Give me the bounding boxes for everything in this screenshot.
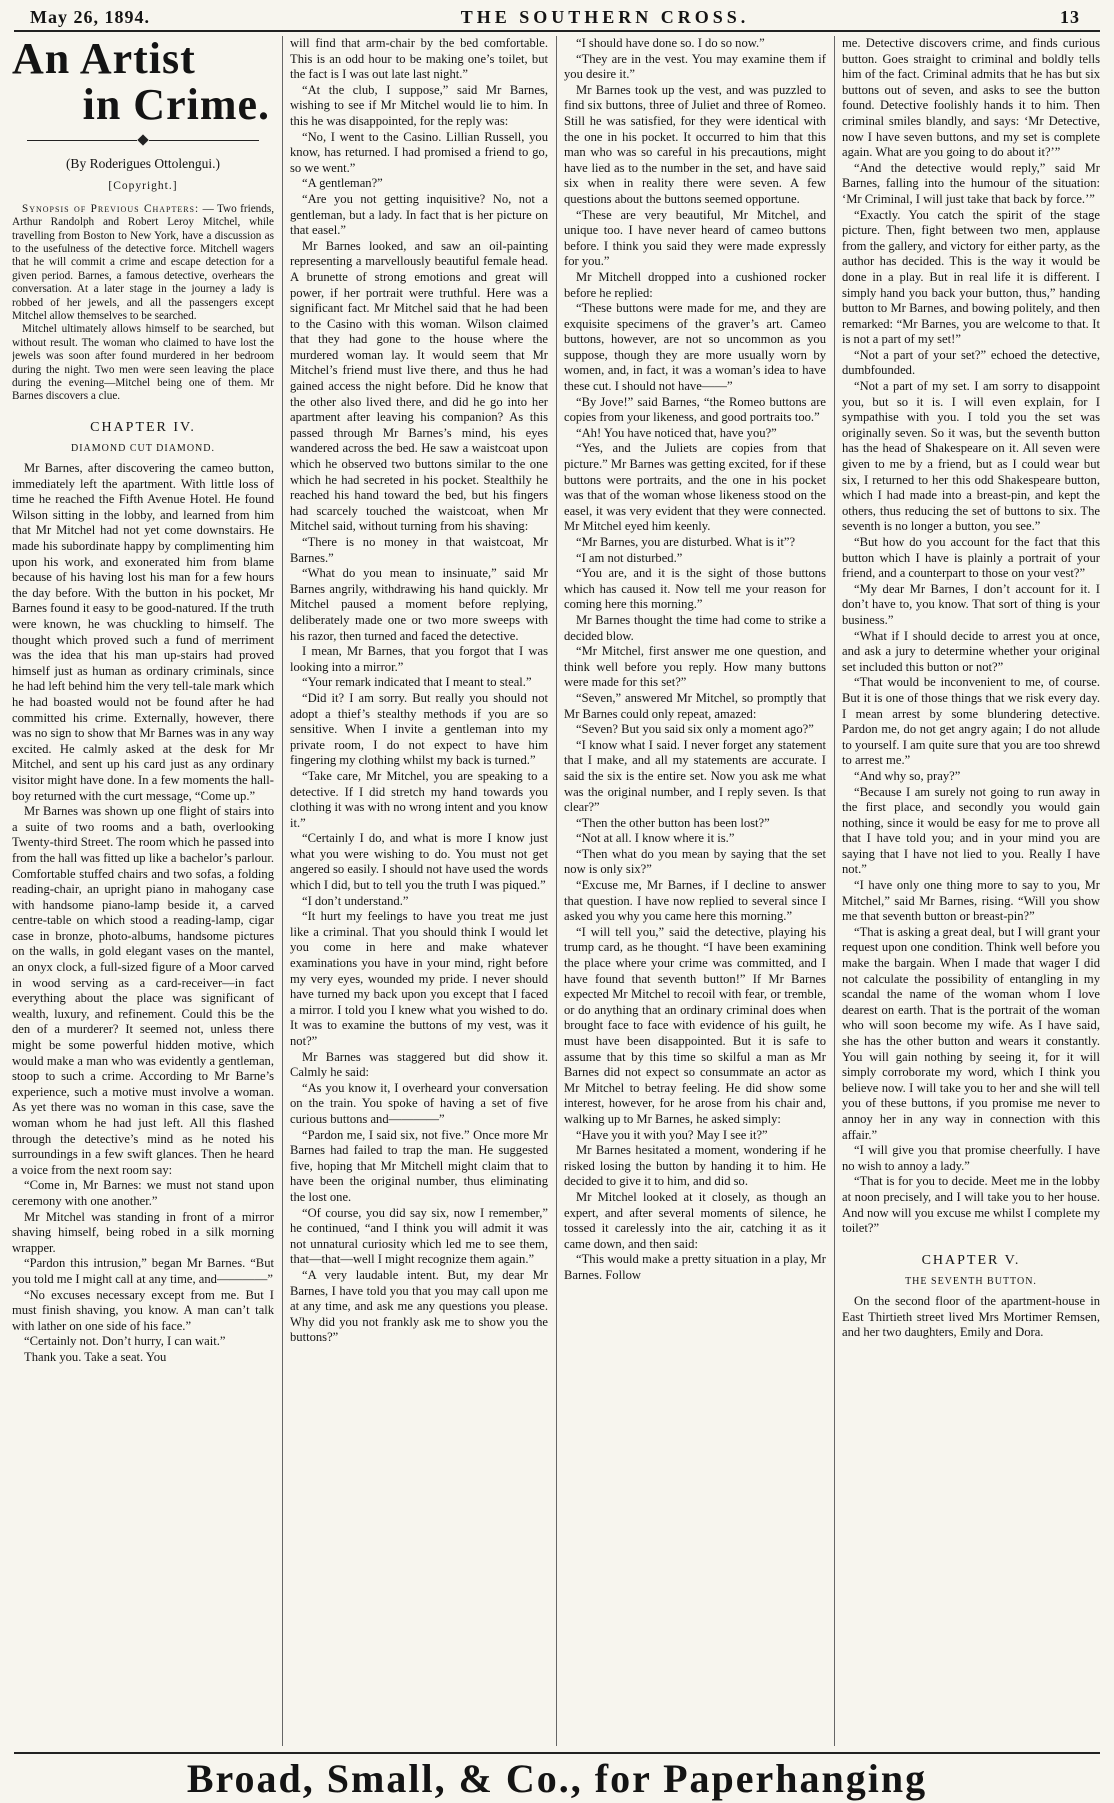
- column-4: [842, 36, 1100, 1746]
- paragraph: “Seven? But you said six only a moment ago?”: [576, 722, 814, 737]
- story-title-line-1: An Artist: [12, 36, 196, 83]
- paragraph: “A very laudable intent. But, my dear Mr Barnes, I have told you that you may call upon me at any time, and ask me any questions you please. Why did you not frankly ask me to show you the buttons?”: [290, 1267, 548, 1345]
- paragraph: “They are in the vest. You may examine them if you desire it.”: [564, 51, 826, 82]
- footer-advertisement: Broad, Small, & Co., for Paperhanging: [186, 1756, 928, 1801]
- title-ornament: [12, 132, 274, 148]
- synopsis: [12, 203, 274, 404]
- paragraph: “Seven,” answered Mr Mitchel, so promptly that Mr Barnes could only repeat, amazed:: [564, 690, 826, 721]
- paragraph: “No excuses necessary except from me. But I must finish shaving, you know. A man can’t talk with lather on one side of his face.”: [12, 1287, 274, 1333]
- paragraph: “I don’t understand.”: [302, 893, 409, 908]
- paragraph: “As you know it, I overheard your conversation on the train. You spoke of having a set of five curious buttons and————”: [290, 1080, 548, 1126]
- paragraph: “Not a part of my set. I am sorry to disappoint you, but so it is. I will even explain, for I sympathise with you. I told you the set was originally seven. So it was, but the seventh button has the head of Shakespeare on it. All seven were given to me by a friend, but as I could wear but six, I returned to her this odd Shakespeare button, which I had made into a breast-pin, and kept the others, thus reducing the set of buttons to six. The seventh is no longer a button, you see.”: [842, 379, 1100, 534]
- chapter-4-heading: CHAPTER IV.: [90, 419, 196, 435]
- paragraph: me. Detective discovers crime, and finds curious button. Goes straight to criminal and boldly tells him of the fact. Criminal admits that he has but six buttons out of seven, and asks to see the button found. Detective foolishly hands it to him. Then criminal smiles blandly, and says: ‘Mr Detective, now I have seven buttons, and my set is complete again. What are you going to do about it?’”: [842, 36, 1100, 160]
- paragraph: “What do you mean to insinuate,” said Mr Barnes angrily, withdrawing his hand quickly. Mr Mitchel paused a moment before replying, deliberately made one or two more sweeps with his razor, then turned and faced the detective.: [290, 566, 548, 643]
- chapter-5-heading: CHAPTER V.: [921, 1252, 1021, 1268]
- column-1: [12, 36, 274, 1746]
- paragraph: “I have only one thing more to say to you, Mr Mitchel,” said Mr Barnes, rising. “Will you show me that seventh button or breast-pin?”: [842, 878, 1100, 924]
- paragraph: “I am not disturbed.”: [576, 550, 683, 565]
- paragraph: Mr Mitchel looked at it closely, as though an expert, and after several moments of silence, he tossed it carelessly into the air, catching it as it came down, and then said:: [564, 1189, 826, 1251]
- paragraph: “But how do you account for the fact that this button which I have is plainly a portrait of your friend, and a counterpart to those on your vest?”: [842, 535, 1100, 581]
- synopsis-label: Synopsis of Previous Chapters:: [22, 202, 200, 215]
- paragraph: “What if I should decide to arrest you at once, and ask a jury to determine whether your original set included this button or not?”: [842, 628, 1100, 674]
- paragraph: “There is no money in that waistcoat, Mr Barnes.”: [290, 535, 548, 565]
- header-page-number: 13: [1060, 7, 1080, 27]
- paragraph: “Of course, you did say six, now I remember,” he continued, “and I think you will admit it was not unnatural curiosity which led me to see them, that—that—well I might recognize them again.”: [290, 1205, 548, 1267]
- paragraph: “Then the other button has been lost?”: [576, 815, 770, 830]
- paragraph: “That would be inconvenient to me, of course. But it is one of those things that we risk every day. I mean arrest by some blundering detective. Pardon me, do not get angry again; I do not allude to yourself. I am quite sure that you are too shrewd to arrest me.”: [842, 675, 1100, 768]
- paragraph: Mr Barnes, after discovering the cameo button, immediately left the apartment. With little loss of time he reached the Fifth Avenue Hotel. He found Wilson sitting in the lobby, and learned from him that Mr Mitchel had not yet come downstairs. He made his subordinate happy by complimenting him upon his work, and exonerated him from blame because of his having lost his man for a few hours the day before. With the button in his pocket, Mr Barnes found it easy to be good-natured. If the truth were known, he was chuckling to himself. The thought which proved such a fund of merriment was the idea that his man up-stairs had proved himself just as human as ordinary criminals, since he had left behind him the very tell-tale mark which he had boasted would not be found after he had committed his crime. Externally, however, there was no sign to show that Mr Barnes was in any way excited. He calmly asked at the desk for Mr Mitchel, and sent up his card just as any ordinary visitor might have done. In a few moments the hall-boy returned with the curt message, “Come up.”: [12, 461, 274, 803]
- header-date: May 26, 1894.: [30, 7, 150, 27]
- column-1-body: [12, 461, 274, 1365]
- paragraph: “Pardon this intrusion,” began Mr Barnes. “But you told me I might call at any time, and————”: [12, 1256, 274, 1286]
- header-newspaper-title: THE SOUTHERN CROSS.: [460, 7, 750, 27]
- paragraph: “That is for you to decide. Meet me in the lobby at noon precisely, and I will take you to her house. And now will you excuse me whilst I complete my toilet?”: [842, 1174, 1100, 1236]
- paragraph: “It hurt my feelings to have you treat me just like a criminal. That you should think I would let you come in here and make whatever examinations you have in your mind, right before my very eyes, wounded my pride. I never should have turned my back upon you except that I faced a mirror. I told you I knew what you wished to do. It was to examine the buttons of my vest, was it not?”: [290, 909, 548, 1048]
- paragraph: “A gentleman?”: [302, 176, 383, 191]
- footer-rule: [14, 1752, 1100, 1754]
- paragraph: “These are very beautiful, Mr Mitchel, and unique too. I have never heard of cameo buttons before. I think you said they were made expressly for you.”: [564, 207, 826, 269]
- paragraph: Mr Barnes thought the time had come to strike a decided blow.: [564, 612, 826, 643]
- paragraph: “Pardon me, I said six, not five.” Once more Mr Barnes had failed to trap the man. He suggested five, hoping that Mr Mitchell might claim that to have been the original number, thus eliminating the lost one.: [290, 1127, 548, 1204]
- paragraph: “I will give you that promise cheerfully. I have no wish to annoy a lady.”: [842, 1143, 1100, 1173]
- paragraph: “Excuse me, Mr Barnes, if I decline to answer that question. I have now replied to several since I asked you why you came here this morning.”: [564, 878, 826, 924]
- paragraph: “And the detective would reply,” said Mr Barnes, falling into the humour of the situation: ‘Mr Criminal, I will just take that back by force.’”: [842, 160, 1100, 206]
- paragraph: “And why so, pray?”: [854, 768, 961, 783]
- paragraph: “Your remark indicated that I meant to steal.”: [302, 675, 532, 690]
- page-header: [30, 2, 1080, 28]
- byline: (By Roderigues Ottolengui.): [65, 155, 221, 171]
- paragraph: “That is asking a great deal, but I will grant your request upon one condition. Think well before you make the bargain. When I made that wager I did not calculate the possibility of entangling in my scandal the name of the woman whom I love dearest on earth. That is the portrait of the woman who will soon become my wife. As I have said, she has the other button and wears it constantly. You will gain nothing by seeing it, for it will simply corroborate my word, which I think you believe now. I will take you to her and she will tell you of these buttons, if you promise me never to annoy her in any way in connection with this affair.”: [842, 924, 1100, 1142]
- chapter-4-subtitle: DIAMOND CUT DIAMOND.: [71, 443, 215, 455]
- paragraph: “Because I am surely not going to run away in the first place, and secondly you would gain nothing, since it would be easy for me to prove all that I have told you; and in your mind you are saying that I have not lied to you. Really I have not.”: [842, 784, 1100, 877]
- paragraph: “I should have done so. I do so now.”: [576, 36, 765, 50]
- paragraph: “Did it? I am sorry. But really you should not adopt a thief’s stealthy methods if you are so sensitive. When I invite a gentleman into my private room, I do not expect to have him fingering my clothing whilst my back is turned.”: [290, 690, 548, 768]
- paragraph: Mr Mitchel was standing in front of a mirror shaving himself, being robed in a silk morning wrapper.: [12, 1209, 274, 1255]
- copyright-notice: [Copyright.]: [108, 180, 178, 193]
- paragraph: “Have you it with you? May I see it?”: [576, 1127, 768, 1142]
- paragraph: I mean, Mr Barnes, that you forgot that I was looking into a mirror.”: [290, 644, 548, 674]
- paragraph: “At the club, I suppose,” said Mr Barnes, wishing to see if Mr Mitchel would lie to him. In this he was disappointed, for the reply was:: [290, 82, 548, 128]
- chapter-5-subtitle: THE SEVENTH BUTTON.: [905, 1276, 1037, 1288]
- paragraph: Mr Barnes was shown up one flight of stairs into a suite of two rooms and a bath, overlooking Twenty-third Street. The room which he passed into from the hall was fitted up like a bachelor’s parlour. Comfortable stuffed chairs and two sofas, a folding reading-chair, an upright piano in mahogany case with handsome piano-lamp beside it, a carved centre-table on which stood a reading-lamp, cigar case in bronze, photo-albums, handsome pictures on the walls, in gold elegant vases on the mantel, an onyx clock, a full-sized figure of a Moor carved in wood serving as a card-receiver—in fact everything about the place was significant of wealth, luxury, and refinement. Could this be the den of a murderer? It seemed not, unless there might be some powerful hidden motive, which would make a man who was evidently a gentleman, stoop to such a crime. According to Mr Barne’s experience, such a motive must involve a woman. As yet there was no woman in this case, save the woman whom he had just left. All this flashed through the detective’s mind as he noted his surroundings in a few swift glances. Then he heard a voice from the next room say:: [12, 804, 274, 1177]
- paragraph: Mr Barnes was staggered but did show it. Calmly he said:: [290, 1049, 548, 1080]
- story-title-line-2: in Crime.: [82, 80, 270, 129]
- paragraph: “Take care, Mr Mitchel, you are speaking to a detective. If I did stretch my hand towards you clothing it was with no wrong intent and you know it.”: [290, 768, 548, 830]
- column-divider: [556, 36, 557, 1746]
- paragraph: “By Jove!” said Barnes, “the Romeo buttons are copies from your likeness, and good portraits too.”: [564, 394, 826, 425]
- synopsis-text-2: Mitchel ultimately allows himself to be searched, but without result. The woman who claimed to have lost the jewels was soon after found murdered in her bedroom during the night. Two men were seen leaving the place during the evening—Mitchel being one of them. Mr Barnes discovers a clue.: [12, 323, 274, 403]
- paragraph: “Certainly not. Don’t hurry, I can wait.”: [24, 1334, 226, 1349]
- paragraph: “Come in, Mr Barnes: we must not stand upon ceremony with one another.”: [12, 1178, 274, 1208]
- paragraph: Thank you. Take a seat. You: [24, 1349, 167, 1364]
- paragraph: Mr Mitchell dropped into a cushioned rocker before he replied:: [564, 269, 826, 300]
- column-divider: [282, 36, 283, 1746]
- paragraph: “No, I went to the Casino. Lillian Russell, you know, has returned. I had promised a friend to go, so we went.”: [290, 129, 548, 175]
- paragraph: “Ah! You have noticed that, have you?”: [576, 425, 777, 440]
- synopsis-text: — Two friends, Arthur Randolph and Robert Leroy Mitchel, while travelling from Boston to New York, have a discussion as to the usefulness of the detective force. Mitchell wagers that he will commit a crime and escape detection for a given period. Barnes, a famous detective, overhears the conversation. At a later stage in the journey a lady is robbed of her jewels, and all the passengers except Mitchel allow themselves to be searched.: [12, 202, 274, 323]
- column-2: [290, 36, 548, 1746]
- paragraph: “Are you not getting inquisitive? No, not a gentleman, but a lady. In fact that is her picture on that easel.”: [290, 191, 548, 238]
- paragraph: “Certainly I do, and what is more I know just what you were wishing to do. You must not get angered so easily. I should not have used the words which I did, but to tell you the truth I was piqued.”: [290, 831, 548, 893]
- paragraph: “Mr Barnes, you are disturbed. What is it”?: [576, 535, 796, 549]
- paragraph: “I will tell you,” said the detective, playing his trump card, as he thought. “I have been examining the place where your crime was committed, and I have found that seventh button!” If Mr Barnes expected Mr Mitchel to recoil with fear, or tremble, or do anything that an ordinary criminal does when brought face to face with evidence of his guilt, he must have been disappointed. But it is safe to assume that by this time so skilful a man as Mr Barnes did not expect so consummate an actor as Mr Mitchel to betray feeling. He did show some interest, however, for he arose from his chair and, walking up to Mr Barnes, he asked simply:: [564, 924, 826, 1126]
- paragraph: “My dear Mr Barnes, I don’t account for it. I don’t have to, you know. That sort of thing is your business.”: [842, 581, 1100, 627]
- paragraph: “I know what I said. I never forget any statement that I make, and all my statements are accurate. I said the six is the entire set. Now you ask me what was the original number, and I reply seven. Is that clear?”: [564, 737, 826, 815]
- paragraph: “You are, and it is the sight of those buttons which has caused it. Now tell me your reason for coming here this morning.”: [564, 566, 826, 612]
- column-divider: [834, 36, 835, 1746]
- paragraph: Mr Barnes looked, and saw an oil-painting representing a marvellously beautiful female head. A brunette of strong emotions and great will power, if her portrait were truthful. Here was a significant fact. Mr Mitchel said that he had been to the Casino with this woman. Wilson claimed that they had gone to the house where the murdered woman lay. It would seem that Mr Mitchel’s friend must live there, and thus he had gained access the night before. Did he know that the other also lived there, and did he go into her apartment after leaving his companion? As this passed through Mr Barnes’s mind, his eyes wandered across the bed. He saw a waistcoat upon which he observed two buttons similar to the one which he had secreted in his pocket. Stealthily he reached his hand toward the bed, but his fingers had scarcely touched the waistcoat, when Mr Mitchel said, without turning from his shaving:: [290, 238, 548, 534]
- header-rule: [14, 30, 1100, 32]
- paragraph: “Mr Mitchel, first answer me one question, and think well before you reply. How many buttons were made for this set?”: [564, 644, 826, 690]
- paragraph: Mr Barnes took up the vest, and was puzzled to find six buttons, three of Juliet and three of Romeo. Still he was satisfied, for they were identical with the one in his pocket. It occurred to him that this man who was so careful in his precautions, might have lied as to the number in the set, and have said six when in reality there were seven. A few questions about the buttons seemed opportune.: [564, 82, 826, 206]
- paragraph: “These buttons were made for me, and they are exquisite specimens of the graver’s art. Cameo buttons, however, are not so uncommon as you suppose, though they are more usually worn by women, and, in fact, it was a woman’s idea to have these cut. I should not have——”: [564, 301, 826, 394]
- paragraph: On the second floor of the apartment-house in East Thirtieth street lived Mrs Mortimer Remsen, and her two daughters, Emily and Dora.: [842, 1293, 1100, 1340]
- paragraph: “Not a part of your set?” echoed the detective, dumbfounded.: [842, 347, 1100, 378]
- paragraph: will find that arm-chair by the bed comfortable. This is an odd hour to be making one’s toilet, but the fact is I was out late last night.”: [290, 36, 548, 82]
- paragraph: “Not at all. I know where it is.”: [576, 831, 735, 846]
- paragraph: “Exactly. You catch the spirit of the stage picture. Then, fight between two men, applause from the gallery, and victory for either party, as the author has decided. This is the way it would be done in a play. But in real life it is different. I simply hand you back your button, thus,” handing button to Mr Barnes, and bowing politely, and then remarked: “Mr Barnes, you are welcome to that. It is not a part of my set!”: [842, 207, 1100, 347]
- paragraph: “Yes, and the Juliets are copies from that picture.” Mr Barnes was getting excited, for if these buttons were portraits, and the one in his pocket was that of the woman whose likeness stood on the easel, it was very evident that they were connected. Mr Mitchel eyed him keenly.: [564, 441, 826, 534]
- paragraph: Mr Barnes hesitated a moment, wondering if he risked losing the button by handing it to him. He decided to give it to him, and did so.: [564, 1143, 826, 1189]
- article-columns: [6, 36, 1106, 1746]
- paragraph: “This would make a pretty situation in a play, Mr Barnes. Follow: [564, 1252, 826, 1282]
- column-3: [564, 36, 826, 1746]
- paragraph: “Then what do you mean by saying that the set now is only six?”: [564, 846, 826, 877]
